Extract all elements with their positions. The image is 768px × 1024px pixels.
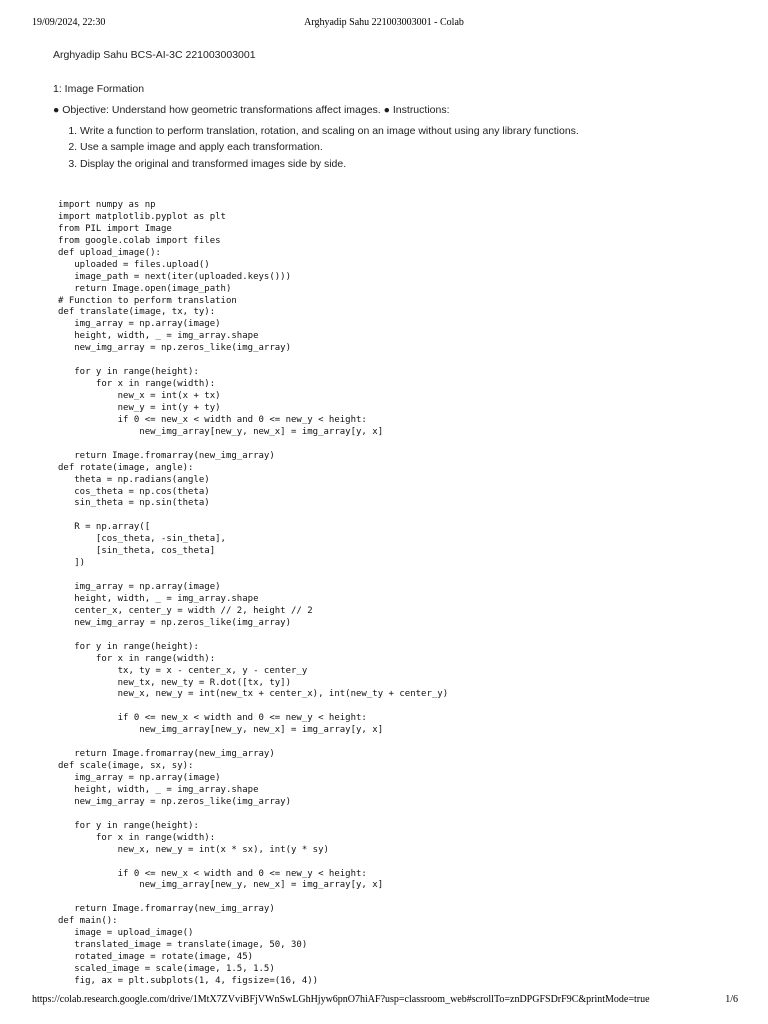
- code-line: if 0 <= new_x < width and 0 <= new_y < height:: [58, 713, 367, 724]
- author-line: Arghyadip Sahu BCS-AI-3C 221003003001: [53, 49, 256, 61]
- code-line: [58, 857, 738, 869]
- code-line: [58, 510, 738, 522]
- code-line: image_path = next(iter(uploaded.keys())): [58, 271, 291, 282]
- print-date: 19/09/2024, 22:30: [32, 17, 106, 28]
- code-line: [58, 439, 738, 451]
- code-line: img_array = np.array(image): [58, 319, 221, 330]
- code-line: def upload_image():: [58, 247, 161, 258]
- code-line: if 0 <= new_x < width and 0 <= new_y < height:: [58, 414, 367, 425]
- code-line: for y in range(height):: [58, 820, 199, 831]
- code-line: new_img_array = np.zeros_like(img_array): [58, 796, 291, 807]
- page-number: 1/6: [725, 994, 738, 1005]
- print-url: https://colab.research.google.com/drive/1MtX7ZVviBFjVWnSwLGhHjyw6pnO7hiAF?usp=classroom_web#scrollTo=znDPGFSDrF9C&printMode=true: [32, 994, 650, 1005]
- instructions-list: [53, 124, 733, 171]
- code-line: def translate(image, tx, ty):: [58, 307, 216, 318]
- section-title: 1: Image Formation: [53, 83, 145, 95]
- code-line: center_x, center_y = width // 2, height // 2: [58, 605, 313, 616]
- print-header: [0, 17, 768, 31]
- code-line: return Image.fromarray(new_img_array): [58, 450, 275, 461]
- objective-line: ● Objective: Understand how geometric transformations affect images. ● Instructions:: [53, 104, 450, 116]
- code-line: new_x, new_y = int(new_tx + center_x), int(new_ty + center_y): [58, 689, 449, 700]
- code-line: scaled_image = scale(image, 1.5, 1.5): [58, 964, 275, 974]
- code-line: [58, 630, 738, 642]
- code-line: [58, 570, 738, 582]
- code-line: for x in range(width):: [58, 379, 216, 390]
- code-line: from PIL import Image: [58, 223, 172, 234]
- code-line: new_x, new_y = int(x * sx), int(y * sy): [58, 844, 329, 855]
- code-line: [sin_theta, cos_theta]: [58, 546, 216, 557]
- code-line: from google.colab import files: [58, 235, 221, 246]
- code-line: if 0 <= new_x < width and 0 <= new_y < height:: [58, 868, 367, 879]
- code-line: image = upload_image(): [58, 928, 194, 939]
- code-line: new_img_array = np.zeros_like(img_array): [58, 343, 291, 354]
- code-line: # Function to perform translation: [58, 295, 237, 306]
- code-line: new_x = int(x + tx): [58, 391, 221, 401]
- code-line: for x in range(width):: [58, 653, 216, 664]
- instruction-item: 3. Display the original and transformed images side by side.: [80, 157, 733, 171]
- markdown-cell: [53, 48, 733, 173]
- code-line: return Image.fromarray(new_img_array): [58, 749, 275, 760]
- code-line: R = np.array([: [58, 522, 151, 533]
- code-line: new_img_array = np.zeros_like(img_array): [58, 617, 291, 628]
- code-line: height, width, _ = img_array.shape: [58, 331, 259, 342]
- print-footer: [0, 994, 768, 1008]
- code-line: [58, 355, 738, 367]
- code-line: uploaded = files.upload(): [58, 259, 210, 270]
- code-line: [58, 892, 738, 904]
- code-line: [58, 737, 738, 749]
- instruction-item: 1. Write a function to perform translation, rotation, and scaling on an image without using any library functions.: [80, 124, 733, 138]
- code-cell: [58, 200, 738, 988]
- code-line: new_img_array[new_y, new_x] = img_array[y, x]: [58, 426, 384, 437]
- code-line: for y in range(height):: [58, 641, 199, 652]
- code-line: for x in range(width):: [58, 832, 216, 843]
- code-line: return Image.fromarray(new_img_array): [58, 904, 275, 915]
- code-line: height, width, _ = img_array.shape: [58, 593, 259, 604]
- code-line: [58, 701, 738, 713]
- code-line: return Image.open(image_path): [58, 283, 232, 294]
- code-line: [cos_theta, -sin_theta],: [58, 534, 226, 545]
- code-line: new_img_array[new_y, new_x] = img_array[y, x]: [58, 725, 384, 736]
- code-line: translated_image = translate(image, 50, 30): [58, 940, 308, 951]
- code-line: tx, ty = x - center_x, y - center_y: [58, 665, 308, 676]
- print-title: Arghyadip Sahu 221003003001 - Colab: [304, 17, 464, 28]
- code-line: def scale(image, sx, sy):: [58, 761, 194, 772]
- code-line: import numpy as np: [58, 200, 156, 210]
- code-line: [58, 809, 738, 821]
- code-line: new_img_array[new_y, new_x] = img_array[y, x]: [58, 880, 384, 891]
- code-line: for y in range(height):: [58, 367, 199, 378]
- code-line: import matplotlib.pyplot as plt: [58, 211, 226, 222]
- code-line: new_y = int(y + ty): [58, 402, 221, 413]
- instruction-item: 2. Use a sample image and apply each transformation.: [80, 140, 733, 154]
- code-line: fig, ax = plt.subplots(1, 4, figsize=(16, 4)): [58, 975, 319, 986]
- code-line: def rotate(image, angle):: [58, 462, 194, 473]
- code-line: height, width, _ = img_array.shape: [58, 784, 259, 795]
- code-line: def main():: [58, 916, 118, 927]
- code-line: rotated_image = rotate(image, 45): [58, 952, 254, 963]
- code-line: img_array = np.array(image): [58, 773, 221, 783]
- code-line: new_tx, new_ty = R.dot([tx, ty]): [58, 677, 291, 688]
- code-line: sin_theta = np.sin(theta): [58, 498, 210, 509]
- code-line: theta = np.radians(angle): [58, 474, 210, 485]
- code-line: ]): [58, 558, 86, 569]
- code-line: cos_theta = np.cos(theta): [58, 486, 210, 497]
- code-line: img_array = np.array(image): [58, 582, 221, 592]
